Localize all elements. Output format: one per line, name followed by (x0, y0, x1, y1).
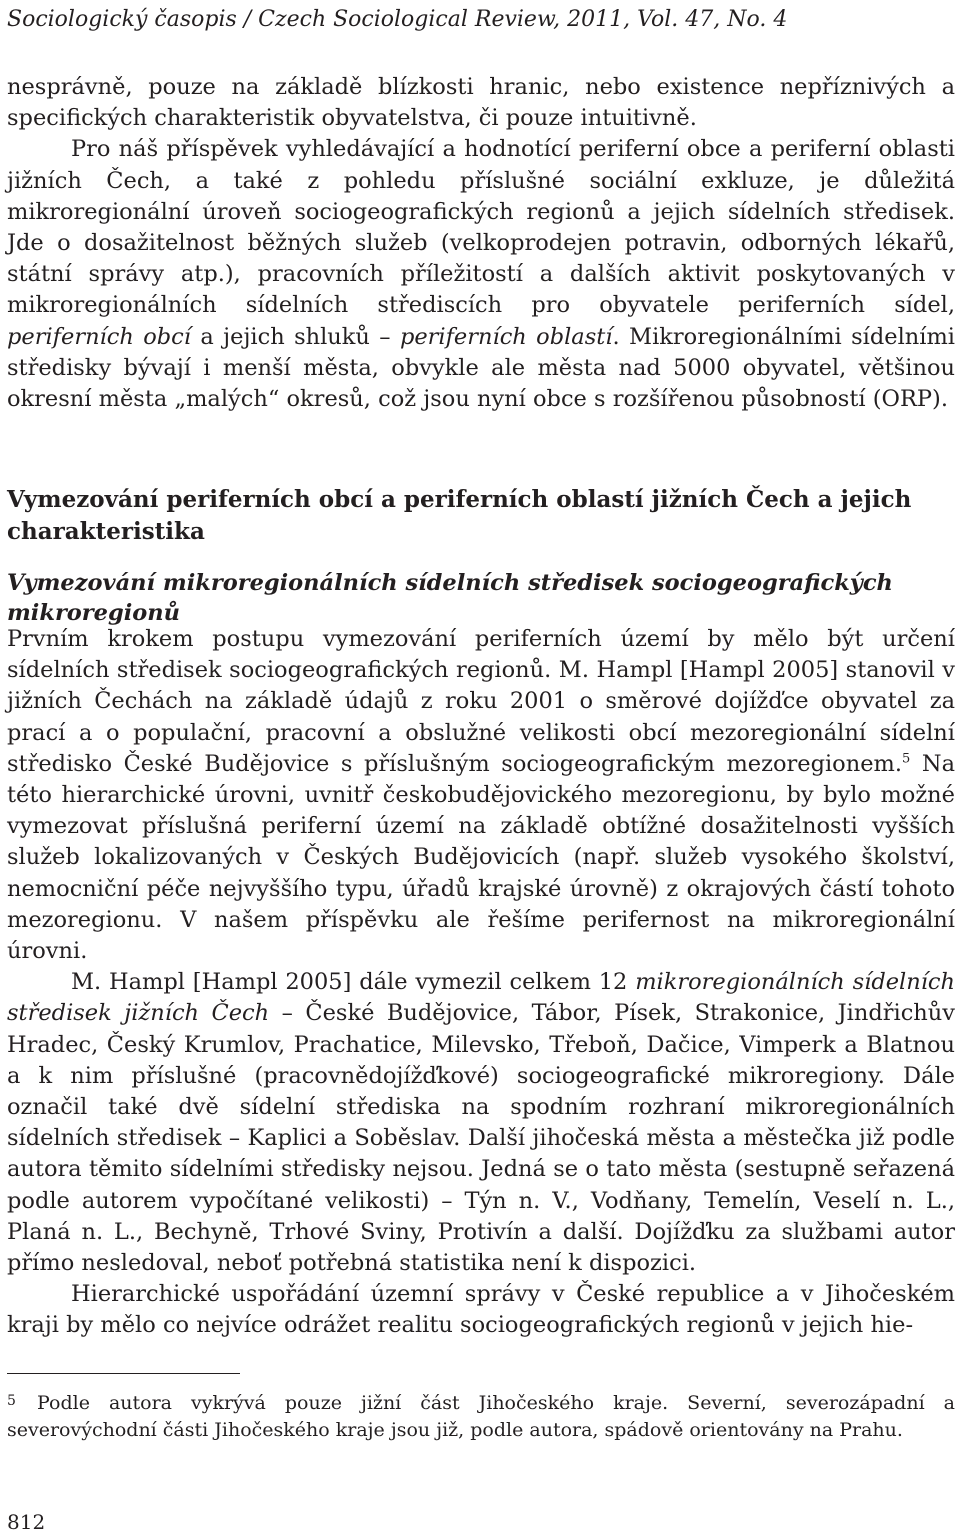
paragraph-peripheral-focus (7, 134, 955, 415)
main-section (7, 624, 955, 1342)
footnote (7, 1388, 955, 1444)
running-head: Sociologický časopis / Czech Sociological Review, 2011, Vol. 47, No. 4 (7, 7, 788, 32)
footnote-divider (7, 1373, 240, 1374)
text-run: M. Hampl [Hampl 2005] dále vymezil celkem 12 (71, 969, 636, 996)
italic-term: mikroregionálních sídelních středisek jižních Čech (7, 969, 956, 1027)
text-run: Prvním krokem postupu vymezování periferních území by mělo být určení sídelních středisek sociogeografických regionů. M. Hampl [Hampl 2005] stanovil v jižních Čechách na základě údajů z roku 2001 o směrové dojížďce obyvatel za prací a o populační, pracovní a obslužné velikosti obcí mezoregionální sídelní středisko České Budějovice s příslušným sociogeografickým mezoregionem. (7, 626, 955, 777)
footnote-number: 5 (7, 1393, 16, 1409)
footnote-reference[interactable]: 5 (902, 751, 911, 767)
page-number: 812 (7, 1510, 46, 1534)
text-run: a jejich shluků – (190, 323, 400, 350)
italic-term: periferních obcí (7, 323, 191, 350)
text-run: Na této hierarchické úrovni, uvnitř českobudějovického mezoregionu, by bylo možné vymezovat příslušná periferní území na základě obtížné dosažitelnosti vyšších služeb lokalizovaných v Českých Budějovicích (např. služeb vysokého školství, nemocniční péče nejvyššího typu, úřadů krajské úrovně) z okrajových částí tohoto mezoregionu. V našem příspěvku ale řešíme perifernost na mikroregionální úrovni. (7, 750, 955, 965)
text-run: Pro náš příspěvek vyhledávající a hodnotící periferní obce a periferní oblasti jižních Čech, a také z pohledu příslušné sociální exkluze, je důležitá mikroregionální úroveň sociogeografických regionů a jejich sídelních středisek. Jde o dosažitelnost běžných služeb (velkoprodejen potravin, odborných lékařů, státní správy atp.), pracovních příležitostí a dalších aktivit poskytovaných v mikroregionálních sídelních střediscích pro obyvatele periferních sídel, (7, 136, 955, 319)
intro-section (7, 72, 955, 415)
paragraph-continuation: nesprávně, pouze na základě blízkosti hranic, nebo existence nepříznivých a specifických charakteristik obyvatelstva, či pouze intuitivně. (7, 74, 955, 132)
paragraph-first-step (7, 624, 955, 967)
section-heading: Vymezování periferních obcí a periferních oblastí jižních Čech a jejich charakteristika (7, 486, 912, 545)
footnote-text: Podle autora vykrývá pouze jižní část Jihočeského kraje. Severní, severozápadní a severovýchodní části Jihočeského kraje jsou již, podle autora, spádově orientovány na Prahu. (7, 1392, 955, 1441)
text-run: – České Budějovice, Tábor, Písek, Strakonice, Jindřichův Hradec, Český Krumlov, Prachatice, Milevsko, Třeboň, Dačice, Vimperk a Blatnou a k nim příslušné (pracovnědojížďkové) sociogeografické mikroregiony. Dále označil také dvě sídelní střediska na spodním rozhraní mikroregionálních sídelních středisek – Kaplici a Soběslav. Další jihočeská města a městečka již podle autora těmito sídelními středisky nejsou. Jedná se o tato města (sestupně seřazená podle autorem vypočítané velikosti) – Týn n. V., Vodňany, Temelín, Veselí n. L., Planá n. L., Bechyně, Trhové Sviny, Protivín a další. Dojížďku za službami autor přímo nesledoval, neboť potřebná statistika není k dispozici. (7, 1000, 955, 1277)
text-run: . Mikroregionálními sídelními středisky bývají i menší města, obvykle ale města nad 5000 obyvatel, většinou okresní města „malých“ okresů, což jsou nyní obce s rozšířenou působností (ORP). (7, 323, 955, 413)
italic-term: periferních oblastí (399, 323, 613, 350)
paragraph-twelve-centres (7, 967, 955, 1279)
paragraph-hierarchy: Hierarchické uspořádání územní správy v České republice a v Jihočeském kraji by mělo co nejvíce odrážet realitu sociogeografických regionů v jejich hie- (7, 1281, 955, 1339)
subsection-heading: Vymezování mikroregionálních sídelních středisek sociogeografických mikroregionů (7, 570, 893, 626)
